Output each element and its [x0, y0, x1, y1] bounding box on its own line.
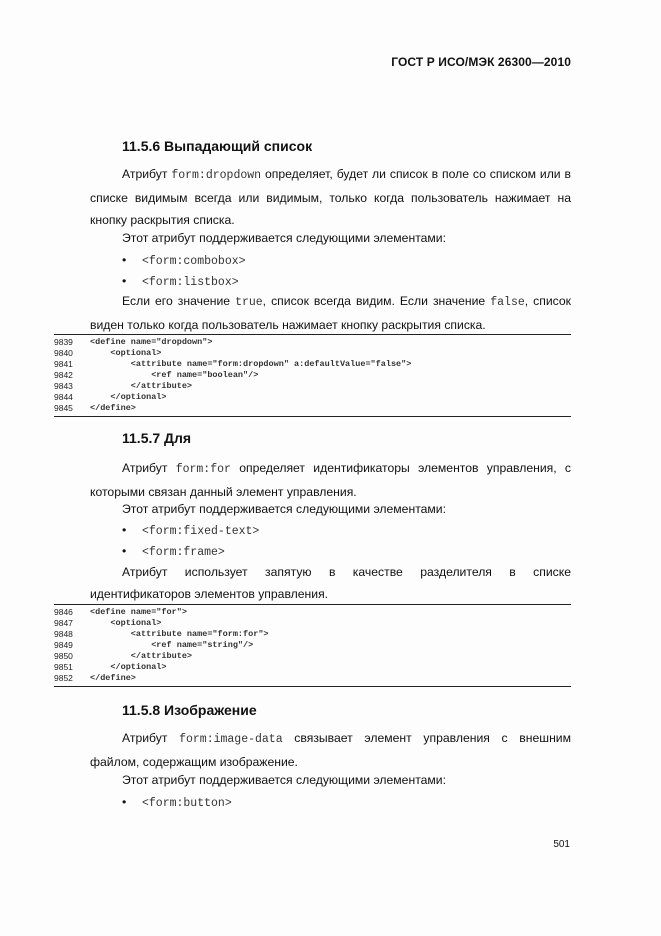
section-title-image: 11.5.8 Изображение [122, 702, 257, 718]
list-item: • <form:listbox> [122, 274, 239, 289]
code-line: 9845 </define> [54, 403, 136, 413]
code-line: 9850 </attribute> [54, 651, 193, 661]
inline-code: form:dropdown [171, 169, 262, 182]
inline-code: form:image-data [179, 733, 283, 746]
code-line: 9842 <ref name="boolean"/> [54, 370, 259, 380]
inline-code: false [490, 296, 525, 309]
inline-code: form:for [175, 463, 231, 476]
code-listing [54, 604, 571, 687]
list-item: • <form:combobox> [122, 253, 246, 268]
paragraph: Атрибут использует запятую в качестве разделителя в списке идентификаторов элементов управления. [90, 565, 571, 601]
code-line: 9840 <optional> [54, 348, 162, 358]
code-line: 9846 <define name="for"> [54, 607, 187, 617]
code-listing [54, 334, 571, 417]
inline-code: true [235, 296, 263, 309]
paragraph: Атрибут form:image-data связывает элемент управления с внешним файлом, содержащим изображение. [90, 731, 571, 769]
list-item: • <form:frame> [122, 544, 225, 559]
code-line: 9851 </optional> [54, 662, 167, 672]
code-line: 9839 <define name="dropdown"> [54, 337, 213, 347]
paragraph: Этот атрибут поддерживается следующими элементами: [122, 231, 446, 245]
code-line: 9843 </attribute> [54, 381, 193, 391]
code-line: 9848 <attribute name="form:for"> [54, 629, 269, 639]
code-line: 9849 <ref name="string"/> [54, 640, 254, 650]
page-number: 501 [553, 839, 570, 850]
paragraph: Атрибут form:dropdown определяет, будет ли список в поле со списком или в списке видимым всегда или видимым, только когда пользователь нажимает на кнопку раскрытия списка. [90, 167, 571, 227]
paragraph: Этот атрибут поддерживается следующими элементами: [122, 773, 446, 787]
list-item: • <form:button> [122, 795, 232, 810]
paragraph: Если его значение true, список всегда видим. Если значение false, список виден только когда пользователь нажимает кнопку раскрытия списка. [90, 294, 571, 332]
code-line: 9841 <attribute name="form:dropdown" a:defaultValue="false"> [54, 359, 412, 369]
code-line: 9852 </define> [54, 673, 136, 683]
list-item: • <form:fixed-text> [122, 523, 260, 538]
paragraph: Атрибут form:for определяет идентификаторы элементов управления, с которыми связан данный элемент управления. [90, 461, 571, 499]
paragraph: Этот атрибут поддерживается следующими элементами: [122, 502, 446, 516]
code-line: 9847 <optional> [54, 618, 162, 628]
section-title-dropdown: 11.5.6 Выпадающий список [122, 138, 313, 154]
code-line: 9844 </optional> [54, 392, 167, 402]
section-title-for: 11.5.7 Для [122, 430, 192, 446]
standard-header: ГОСТ Р ИСО/МЭК 26300—2010 [391, 55, 571, 69]
